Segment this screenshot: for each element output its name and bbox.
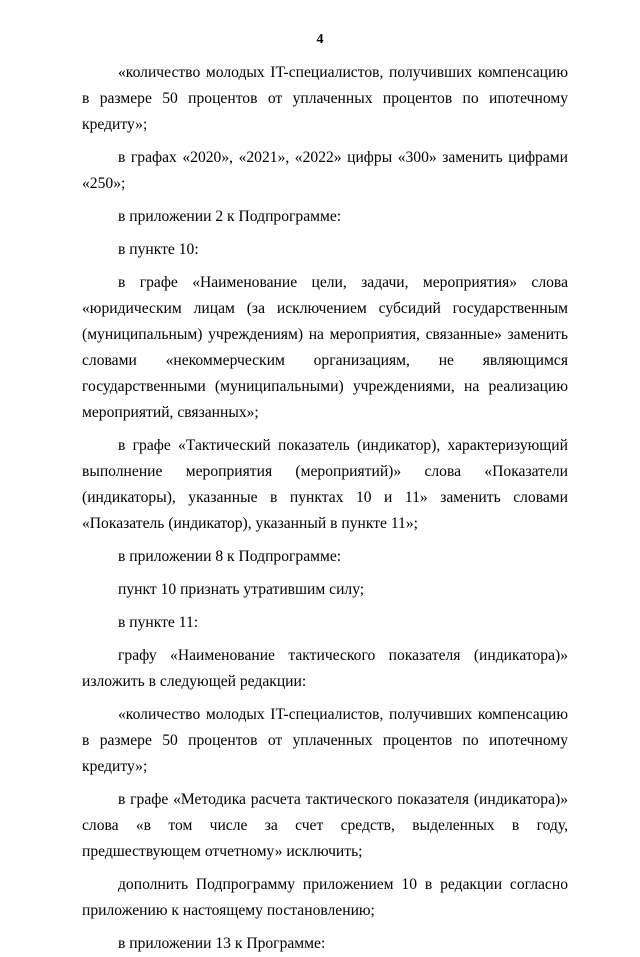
paragraph-8: пункт 10 признать утратившим силу; — [118, 581, 365, 598]
paragraph-13: дополнить Подпрограмму приложением 10 в редакции согласно приложению к настоящему постановлению; — [82, 876, 568, 919]
paragraph-14: в приложении 13 к Программе: — [118, 935, 326, 952]
paragraph-11: «количество молодых IT-специалистов, получивших компенсацию в размере 50 процентов от уплаченных процентов по ипотечному кредиту»; — [82, 706, 568, 775]
paragraph-3: в приложении 2 к Подпрограмме: — [118, 208, 342, 225]
paragraph-5: в графе «Наименование цели, задачи, мероприятия» слова «юридическим лицам (за исключением субсидий государственным (муниципальным) учреждениям) на мероприятия, связанные» заменить словами «некоммерческим организациям, не являющимся государственными (муниципальными) учреждениями, на реализацию мероприятий, связанных»; — [82, 274, 568, 421]
paragraph-2: в графах «2020», «2021», «2022» цифры «300» заменить цифрами «250»; — [82, 149, 568, 192]
paragraph-6: в графе «Тактический показатель (индикатор), характеризующий выполнение мероприятия (мероприятий)» слова «Показатели (индикаторы), указанные в пунктах 10 и 11» заменить словами «Показатель (индикатор), указанный в пункте 11»; — [82, 437, 568, 532]
paragraph-10: графу «Наименование тактического показателя (индикатора)» изложить в следующей редакции: — [82, 647, 568, 690]
paragraph-4: в пункте 10: — [118, 241, 199, 258]
paragraph-9: в пункте 11: — [118, 614, 199, 631]
page-number: 4 — [316, 32, 324, 47]
paragraph-12: в графе «Методика расчета тактического показателя (индикатора)» слова «в том числе за счет средств, выделенных в году, предшествующем отчетному» исключить; — [82, 791, 568, 860]
paragraph-1: «количество молодых IT-специалистов, получивших компенсацию в размере 50 процентов от уплаченных процентов по ипотечному кредиту»; — [82, 64, 568, 133]
paragraph-7: в приложении 8 к Подпрограмме: — [118, 548, 342, 565]
document-body — [82, 60, 568, 957]
